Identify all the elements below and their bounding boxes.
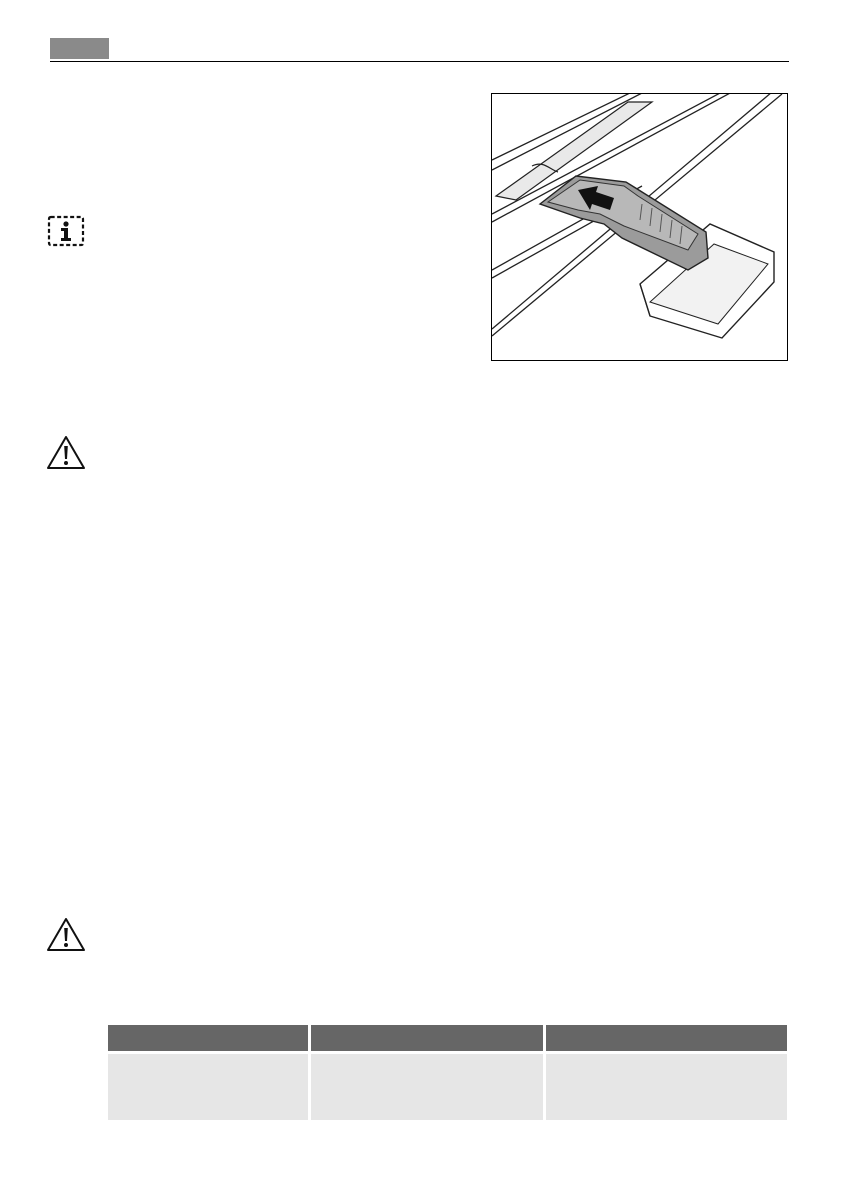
- warning-icon: [45, 916, 87, 954]
- table-header-cell: [311, 1025, 546, 1054]
- table-row: [108, 1054, 787, 1120]
- table-header-row: [108, 1025, 787, 1054]
- data-table: [108, 1025, 787, 1120]
- section-tab: [50, 38, 109, 59]
- table-cell: [311, 1054, 546, 1120]
- table-header-cell: [108, 1025, 311, 1054]
- header-rule: [50, 61, 789, 62]
- table-header-cell: [546, 1025, 787, 1054]
- warning-icon: [45, 434, 87, 472]
- table-cell: [108, 1054, 311, 1120]
- info-icon: [47, 214, 85, 248]
- appliance-illustration: [491, 93, 788, 361]
- table-cell: [546, 1054, 787, 1120]
